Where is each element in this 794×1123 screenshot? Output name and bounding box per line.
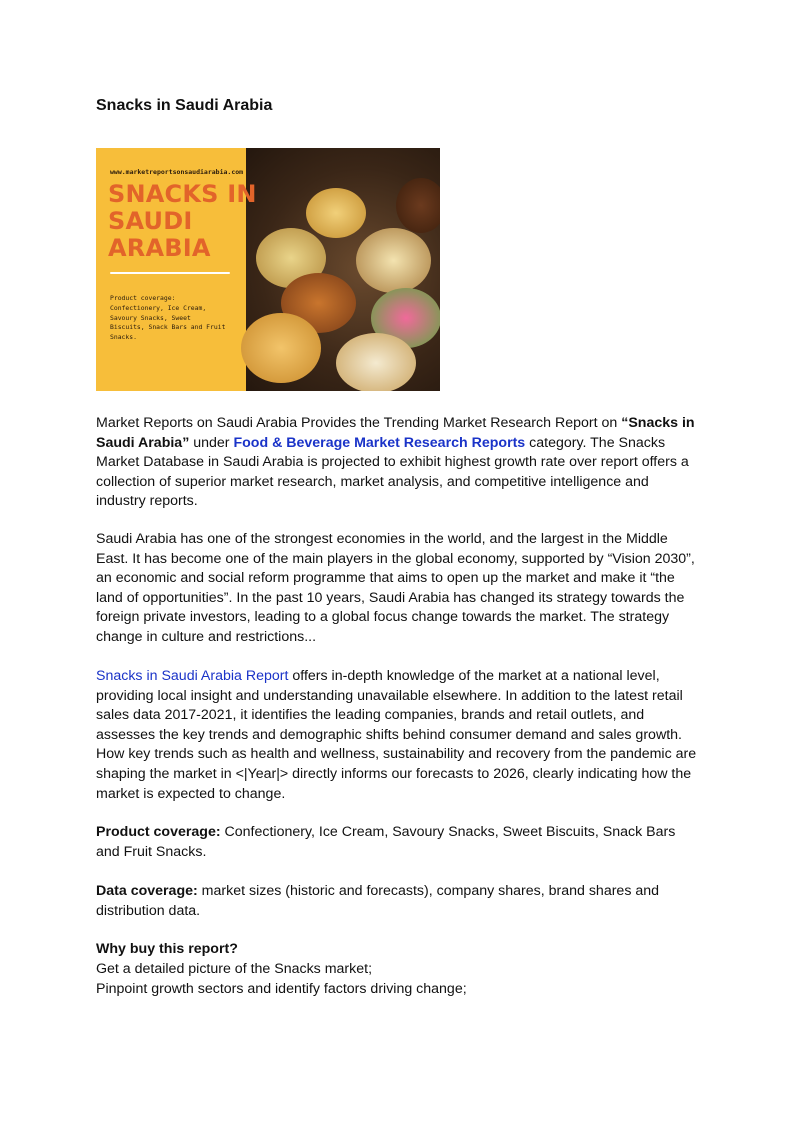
product-coverage-text: Confectionery, Ice Cream, Savoury Snacks, Sweet Biscuits, Snack Bars and Fruit Snacks. [96,824,676,860]
hero-url: www.marketreportsonsaudiarabia.com [110,168,244,176]
intro-report-name: “Snacks in Saudi Arabia” [96,415,695,451]
hero-coverage: Product coverage: Confectionery, Ice Cream, Savoury Snacks, Sweet Biscuits, Snack Bars and Fruit Snacks. [110,294,226,342]
snack-photo [246,148,440,391]
intro-text-3: category. The Snacks Market Database in Saudi Arabia is projected to exhibit highest growth rate over report offers a collection of superior market research, market analysis, and competitive intelligence and industry reports. [96,434,689,510]
why-buy-item: Pinpoint growth sectors and identify factors driving change; [96,981,467,997]
why-buy-heading: Why buy this report? [96,941,238,957]
product-coverage-label: Product coverage: [96,824,221,840]
report-link[interactable]: Snacks in Saudi Arabia Report [96,668,289,684]
product-coverage [96,823,700,862]
hero-heading: SNACKS IN SAUDI ARABIA [108,180,257,262]
report-text: offers in-depth knowledge of the market at a national level, providing local insight and understanding unavailable elsewhere. In addition to the latest retail sales data 2017-2021, it identifies the leading companies, brands and retail outlets, and assesses the key trends and demographic shifts behind consumer demand and sales growth. How key trends such as health and wellness, sustainability and recovery from the pandemic are shaping the market in <|Year|> directly informs our forecasts to 2026, clearly indicating how the market is expected to change. [96,668,697,802]
intro-text-1: Market Reports on Saudi Arabia Provides the Trending Market Research Report on [96,415,622,431]
report-paragraph [96,667,700,804]
data-coverage-text: market sizes (historic and forecasts), company shares, brand shares and distribution data. [96,883,660,919]
intro-paragraph [96,414,700,512]
why-buy-item: Get a detailed picture of the Snacks market; [96,961,373,977]
food-beverage-link[interactable]: Food & Beverage Market Research Reports [233,434,526,451]
hero-image [96,148,440,391]
page-title: Snacks in Saudi Arabia [96,97,273,114]
economy-paragraph: Saudi Arabia has one of the strongest economies in the world, and the largest in the Middle East. It has become one of the main players in the global economy, supported by “Vision 2030”, an economic and social reform programme that aims to open up the market and make it “the land of opportunities”. In the past 10 years, Saudi Arabia has changed its strategy towards the foreign private investors, leading to a global focus change towards the market. The strategy change in culture and restrictions... [96,531,695,645]
intro-text-2: under [189,434,234,451]
data-coverage [96,882,700,921]
hero-underline [110,272,230,274]
data-coverage-label: Data coverage: [96,883,198,899]
